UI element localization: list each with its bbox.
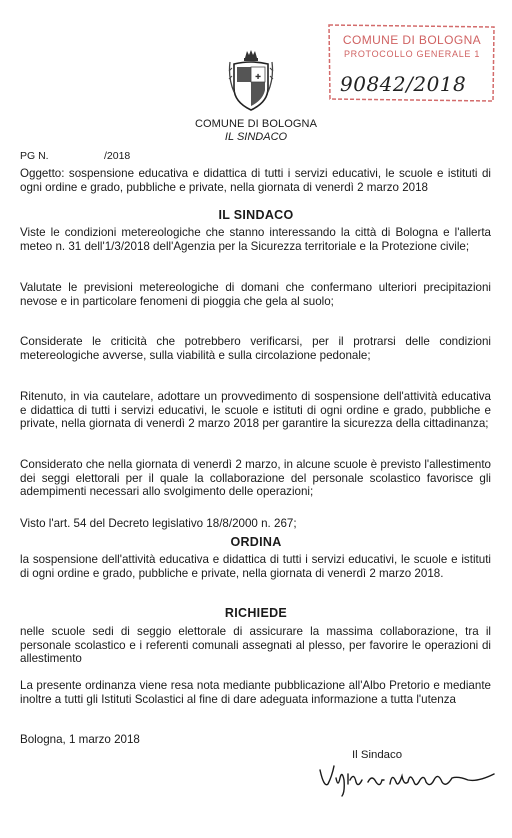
premise-paragraph: Valutate le previsioni metereologiche di domani che confermano ulteriori precipitazioni nevose e in particolare fenomeni di pioggia che gela al suolo; <box>20 281 491 308</box>
protocol-number: 90842/2018 <box>340 72 467 96</box>
premise-paragraph: Visto l'art. 54 del Decreto legislativo 18/8/2000 n. 267; <box>20 517 297 530</box>
ordina-heading: ORDINA <box>230 535 282 549</box>
coat-of-arms-icon <box>228 48 274 114</box>
stamp-title: COMUNE DI BOLOGNA <box>342 33 482 47</box>
premise-paragraph: Considerate le criticità che potrebbero verificarsi, per il protrarsi delle condizioni metereologiche avverse, sulla viabilità e sulla circolazione pedonale; <box>20 335 491 362</box>
document-title: IL SINDACO <box>218 208 294 222</box>
signature-label: Il Sindaco <box>352 749 403 761</box>
place-date: Bologna, 1 marzo 2018 <box>20 733 140 746</box>
subject-paragraph: Oggetto: sospensione educativa e didattica di tutti i servizi educativi, le scuole e istituti di ogni ordine e grado, pubbliche e private, nella giornata di venerdì 2 marzo 2018 <box>20 167 491 194</box>
premise-paragraph: Ritenuto, in via cautelare, adottare un provvedimento di sospensione dell'attività educativa e didattica di tutti i servizi educativi, le scuole e istituti di ogni ordine e grado, pubbliche e private, nella giornata di venerdì 2 marzo 2018 per garantire la sicurezza della cittadinanza; <box>20 390 491 430</box>
pg-label: PG N. <box>20 150 49 162</box>
richiede-paragraph: nelle scuole sedi di seggio elettorale di assicurare la massima collaborazione, tra il personale scolastico e i referenti comunali assegnati al plesso, per favorire le operazioni di allestimento <box>20 625 491 665</box>
header-role: IL SINDACO <box>224 131 288 143</box>
handwritten-signature <box>318 758 498 798</box>
stamp-subtitle: PROTOCOLLO GENERALE 1 <box>343 49 481 59</box>
richiede-heading: RICHIEDE <box>224 606 288 620</box>
premise-paragraph: Considerato che nella giornata di venerdì 2 marzo, in alcune scuole è previsto l'allestimento dei seggi elettorali per il quale la collaborazione del personale scolastico favorisce gli adempimenti necessari allo svolgimento delle operazioni; <box>20 458 491 498</box>
comune-name: COMUNE DI BOLOGNA <box>194 118 318 130</box>
premise-paragraph: Viste le condizioni metereologiche che stanno interessando la città di Bologna e l'allerta meteo n. 31 dell'1/3/2018 dell'Agenzia per la Sicurezza territoriale e la Protezione civile; <box>20 226 491 253</box>
ordina-paragraph: la sospensione dell'attività educativa e didattica di tutti i servizi educativi, le scuole e istituti di ogni ordine e grado, pubbliche e private, nella giornata di venerdì 2 marzo 2018. <box>20 553 491 580</box>
publication-paragraph: La presente ordinanza viene resa nota mediante pubblicazione all'Albo Pretorio e mediante inoltre a tutti gli Istituti Scolastici al fine di dare adeguata informazione a tutta l'utenza <box>20 679 491 706</box>
pg-year: /2018 <box>104 150 131 162</box>
svg-text:✚: ✚ <box>255 73 261 81</box>
